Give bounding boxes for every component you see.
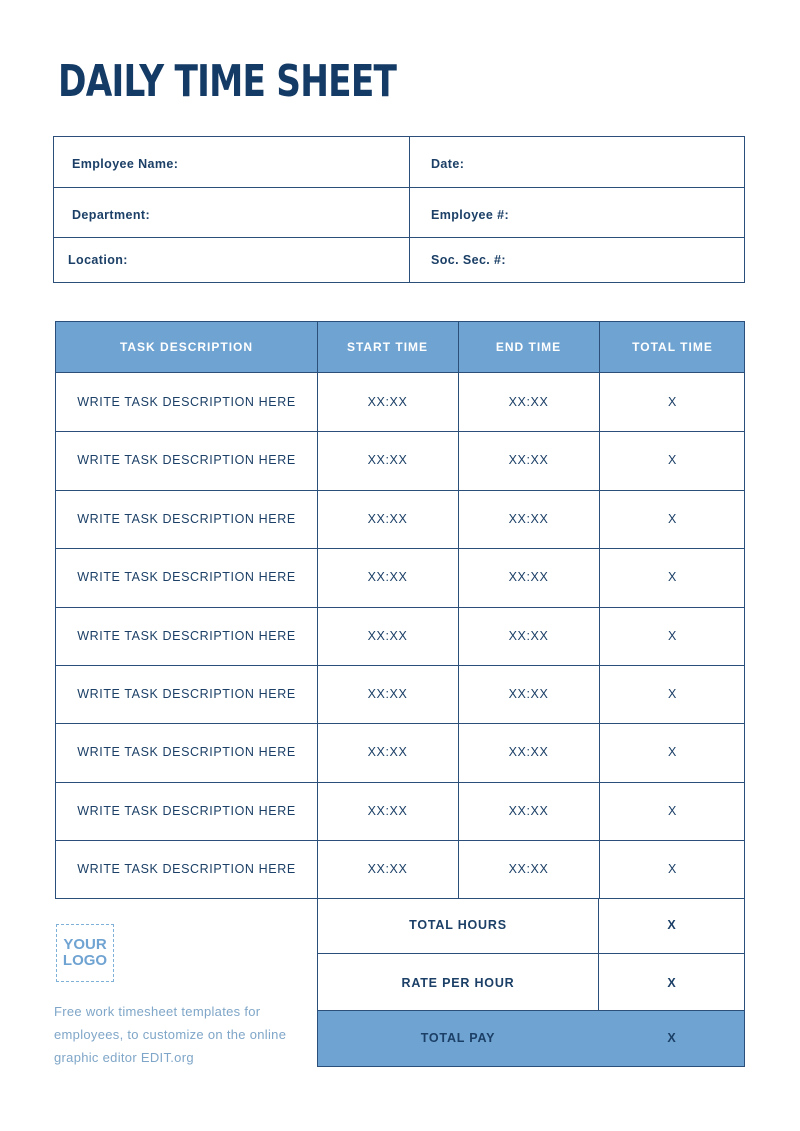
- task-description-cell[interactable]: WRITE TASK DESCRIPTION HERE: [77, 511, 296, 526]
- total-pay-row: [318, 1011, 744, 1066]
- end-time-cell[interactable]: XX:XX: [508, 745, 549, 760]
- start-time-cell[interactable]: XX:XX: [367, 862, 408, 877]
- total-time-cell[interactable]: X: [668, 395, 677, 409]
- total-time-cell[interactable]: X: [668, 570, 677, 585]
- end-time-cell[interactable]: XX:XX: [508, 511, 549, 526]
- logo-placeholder: [56, 924, 114, 982]
- location-field[interactable]: Location:: [68, 253, 128, 267]
- task-description-cell[interactable]: WRITE TASK DESCRIPTION HERE: [77, 395, 296, 409]
- soc-sec-field[interactable]: Soc. Sec. #:: [431, 253, 506, 267]
- start-time-cell[interactable]: XX:XX: [367, 803, 408, 818]
- header-end-time: END TIME: [495, 340, 562, 354]
- employee-info-box: [53, 136, 745, 283]
- totals-table: [317, 898, 745, 1067]
- task-description-cell[interactable]: WRITE TASK DESCRIPTION HERE: [77, 570, 296, 585]
- end-time-cell[interactable]: XX:XX: [508, 453, 549, 468]
- start-time-cell[interactable]: XX:XX: [367, 570, 408, 585]
- total-hours-row: [318, 898, 744, 954]
- end-time-cell[interactable]: XX:XX: [508, 395, 549, 409]
- end-time-cell[interactable]: XX:XX: [508, 570, 549, 585]
- header-start-time: START TIME: [346, 340, 429, 354]
- rate-per-hour-label: RATE PER HOUR: [401, 976, 515, 990]
- logo-text-line2: LOGO: [62, 952, 108, 969]
- info-row: [54, 137, 744, 188]
- total-time-cell[interactable]: X: [668, 862, 677, 877]
- task-description-cell[interactable]: WRITE TASK DESCRIPTION HERE: [77, 803, 296, 818]
- employee-name-field[interactable]: Employee Name:: [72, 157, 179, 171]
- footer-caption: Free work timesheet templates for employees, to customize on the online graphic editor EDIT.org: [54, 1004, 287, 1065]
- department-field[interactable]: Department:: [72, 208, 151, 222]
- task-description-cell[interactable]: WRITE TASK DESCRIPTION HERE: [77, 453, 296, 468]
- start-time-cell[interactable]: XX:XX: [367, 453, 408, 468]
- total-time-cell[interactable]: X: [668, 453, 677, 468]
- total-pay-value[interactable]: X: [667, 1031, 676, 1045]
- start-time-cell[interactable]: XX:XX: [367, 687, 408, 701]
- logo-text-line1: YOUR: [63, 936, 107, 953]
- task-description-cell[interactable]: WRITE TASK DESCRIPTION HERE: [77, 862, 296, 877]
- table-header: [56, 322, 744, 373]
- date-field[interactable]: Date:: [431, 157, 465, 171]
- info-row: [54, 188, 744, 238]
- task-description-cell[interactable]: WRITE TASK DESCRIPTION HERE: [77, 687, 296, 701]
- total-pay-label: TOTAL PAY: [420, 1031, 496, 1045]
- page-title: DAILY TIME SHEET: [58, 56, 397, 107]
- task-table: [55, 321, 745, 899]
- header-total-time: TOTAL TIME: [632, 340, 713, 354]
- total-hours-label: TOTAL HOURS: [409, 918, 507, 932]
- rate-per-hour-value[interactable]: X: [667, 976, 676, 990]
- rate-per-hour-row: [318, 954, 744, 1011]
- end-time-cell[interactable]: XX:XX: [508, 628, 549, 643]
- total-time-cell[interactable]: X: [668, 687, 677, 701]
- total-time-cell[interactable]: X: [668, 803, 677, 818]
- end-time-cell[interactable]: XX:XX: [508, 803, 549, 818]
- header-task-description: TASK DESCRIPTION: [119, 340, 254, 354]
- total-time-cell[interactable]: X: [668, 745, 677, 760]
- start-time-cell[interactable]: XX:XX: [367, 628, 408, 643]
- end-time-cell[interactable]: XX:XX: [508, 687, 549, 701]
- task-description-cell[interactable]: WRITE TASK DESCRIPTION HERE: [77, 745, 296, 760]
- start-time-cell[interactable]: XX:XX: [367, 395, 408, 409]
- start-time-cell[interactable]: XX:XX: [367, 511, 408, 526]
- employee-number-field[interactable]: Employee #:: [431, 208, 510, 222]
- total-time-cell[interactable]: X: [668, 628, 677, 643]
- end-time-cell[interactable]: XX:XX: [508, 862, 549, 877]
- total-time-cell[interactable]: X: [668, 511, 677, 526]
- start-time-cell[interactable]: XX:XX: [367, 745, 408, 760]
- task-description-cell[interactable]: WRITE TASK DESCRIPTION HERE: [77, 628, 296, 643]
- info-row: [54, 238, 744, 283]
- total-hours-value[interactable]: X: [667, 918, 676, 932]
